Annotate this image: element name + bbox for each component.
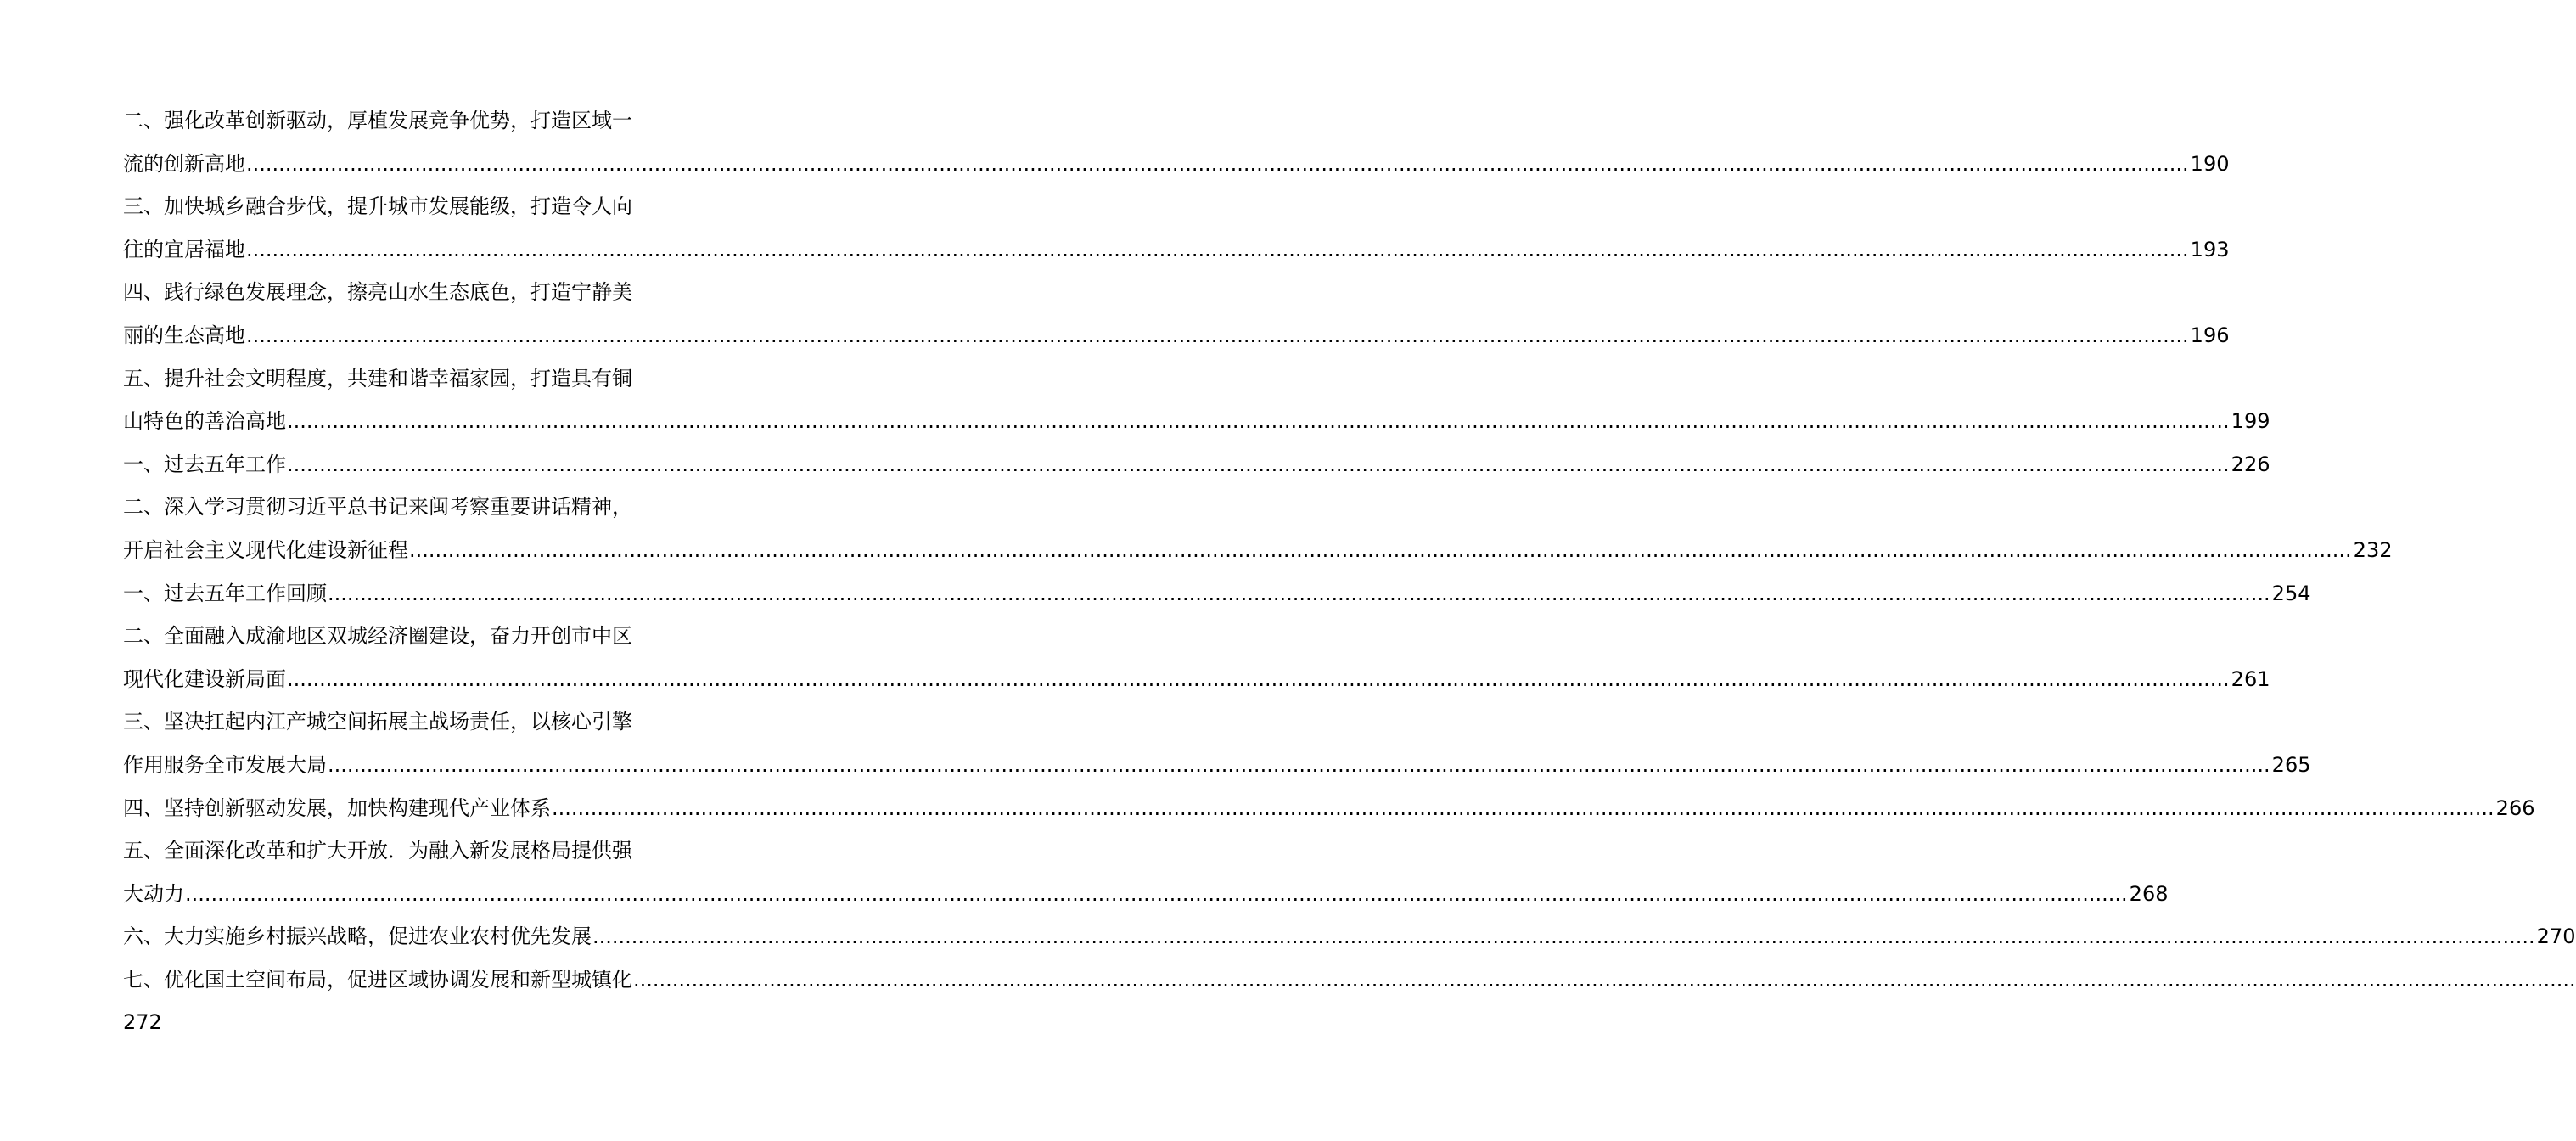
toc-entry-line [123, 271, 683, 314]
toc-page-number: 196 [2190, 323, 2230, 347]
toc-entry-line[interactable] [123, 400, 2270, 443]
toc-entry-line[interactable] [123, 228, 2230, 272]
toc-entry-title: 开启社会主义现代化建设新征程 [123, 537, 408, 562]
toc-entry-line [123, 486, 683, 529]
toc-leader-dots: ............................................................................................................................................................................................................................................................................................................ [246, 151, 2189, 176]
toc-entry-line[interactable] [123, 1001, 683, 1044]
toc-leader-dots: ............................................................................................................................................................................................................................................................................................................ [287, 666, 2230, 691]
toc-page-number: 268 [2129, 881, 2169, 906]
toc-page-number: 265 [2271, 752, 2311, 777]
toc-page-number: 199 [2231, 409, 2270, 434]
toc-entry-title: 五、全面深化改革和扩大开放．为融入新发展格局提供强 [123, 839, 632, 863]
toc-page-number: 254 [2271, 581, 2311, 605]
toc-leader-dots: ............................................................................................................................................................................................................................................................................................................ [592, 925, 2535, 949]
toc-entry-title: 七、优化国土空间布局，促进区域协调发展和新型城镇化 [123, 967, 632, 992]
toc-entry-title: 四、坚持创新驱动发展，加快构建现代产业体系 [123, 795, 551, 820]
toc-entry-title: 往的宜居福地 [123, 237, 245, 261]
toc-entry-line[interactable] [123, 143, 2230, 186]
toc-entry-title: 二、全面融入成渝地区双城经济圈建设，奋力开创市中区 [123, 624, 632, 649]
toc-entry-title: 现代化建设新局面 [123, 666, 286, 691]
toc-page-number: 261 [2231, 666, 2270, 691]
toc-entry-line[interactable] [123, 572, 2311, 615]
toc-leader-dots: ............................................................................................................................................................................................................................................................................................................ [185, 881, 2128, 906]
toc-entry-title: 流的创新高地 [123, 151, 245, 176]
toc-leader-dots: ............................................................................................................................................................................................................................................................................................................ [246, 237, 2189, 261]
toc-page-number: 266 [2495, 795, 2535, 820]
toc-entry-line[interactable] [123, 314, 2230, 357]
toc-entry-line [123, 99, 683, 143]
toc-leader-dots: ............................................................................................................................................................................................................................................................................................................ [328, 581, 2270, 605]
toc-entry-line [123, 357, 683, 401]
toc-entry-line[interactable] [123, 529, 2393, 572]
toc-leader-dots: ............................................................................................................................................................................................................................................................................................................ [552, 795, 2495, 820]
toc-entry-line[interactable] [123, 744, 2311, 787]
toc-entry-title: 二、深入学习贯彻习近平总书记来闽考察重要讲话精神， [123, 495, 632, 520]
toc-entry-line [123, 829, 683, 873]
toc-page-number: 272 [123, 1010, 162, 1035]
toc-page-number: 190 [2190, 151, 2230, 176]
table-of-contents [123, 99, 2576, 1044]
toc-entry-title: 丽的生态高地 [123, 323, 245, 347]
toc-entry-title: 大动力 [123, 881, 184, 906]
toc-entry-title: 三、坚决扛起内江产城空间拓展主战场责任，以核心引擎 [123, 710, 632, 734]
toc-entry-line[interactable] [123, 873, 2169, 916]
toc-entry-line [123, 615, 683, 658]
toc-entry-line[interactable] [123, 787, 2535, 830]
toc-entry-title: 四、践行绿色发展理念，擦亮山水生态底色，打造宁静美 [123, 280, 632, 305]
toc-leader-dots: ............................................................................................................................................................................................................................................................................................................ [246, 323, 2189, 347]
toc-page-number: 193 [2190, 237, 2230, 261]
toc-entry-title: 一、过去五年工作回顾 [123, 581, 327, 605]
toc-entry-title: 作用服务全市发展大局 [123, 752, 327, 777]
toc-entry-title: 五、提升社会文明程度，共建和谐幸福家园，打造具有铜 [123, 366, 632, 391]
toc-entry-line[interactable] [123, 658, 2270, 701]
toc-page-number: 232 [2353, 537, 2393, 562]
toc-entry-title: 一、过去五年工作 [123, 452, 286, 476]
toc-entry-line[interactable] [123, 443, 2270, 486]
toc-leader-dots: ............................................................................................................................................................................................................................................................................................................ [287, 409, 2230, 434]
toc-entry-line[interactable] [123, 915, 2576, 958]
toc-entry-title: 三、加快城乡融合步伐，提升城市发展能级，打造令人向 [123, 194, 632, 219]
toc-leader-dots: ............................................................................................................................................................................................................................................................................................................ [633, 967, 2576, 992]
toc-leader-dots: ............................................................................................................................................................................................................................................................................................................ [328, 752, 2270, 777]
toc-entry-title: 六、大力实施乡村振兴战略，促进农业农村优先发展 [123, 925, 592, 949]
toc-entry-line [123, 958, 2576, 1002]
toc-leader-dots: ............................................................................................................................................................................................................................................................................................................ [409, 537, 2352, 562]
toc-entry-title: 山特色的善治高地 [123, 409, 286, 434]
toc-leader-dots: ............................................................................................................................................................................................................................................................................................................ [287, 452, 2230, 476]
toc-page-number: 226 [2231, 452, 2270, 476]
toc-entry-line [123, 185, 683, 228]
toc-entry-title: 二、强化改革创新驱动，厚植发展竞争优势，打造区域一 [123, 109, 632, 132]
toc-entry-line [123, 700, 683, 744]
toc-page-number: 270 [2536, 925, 2576, 949]
